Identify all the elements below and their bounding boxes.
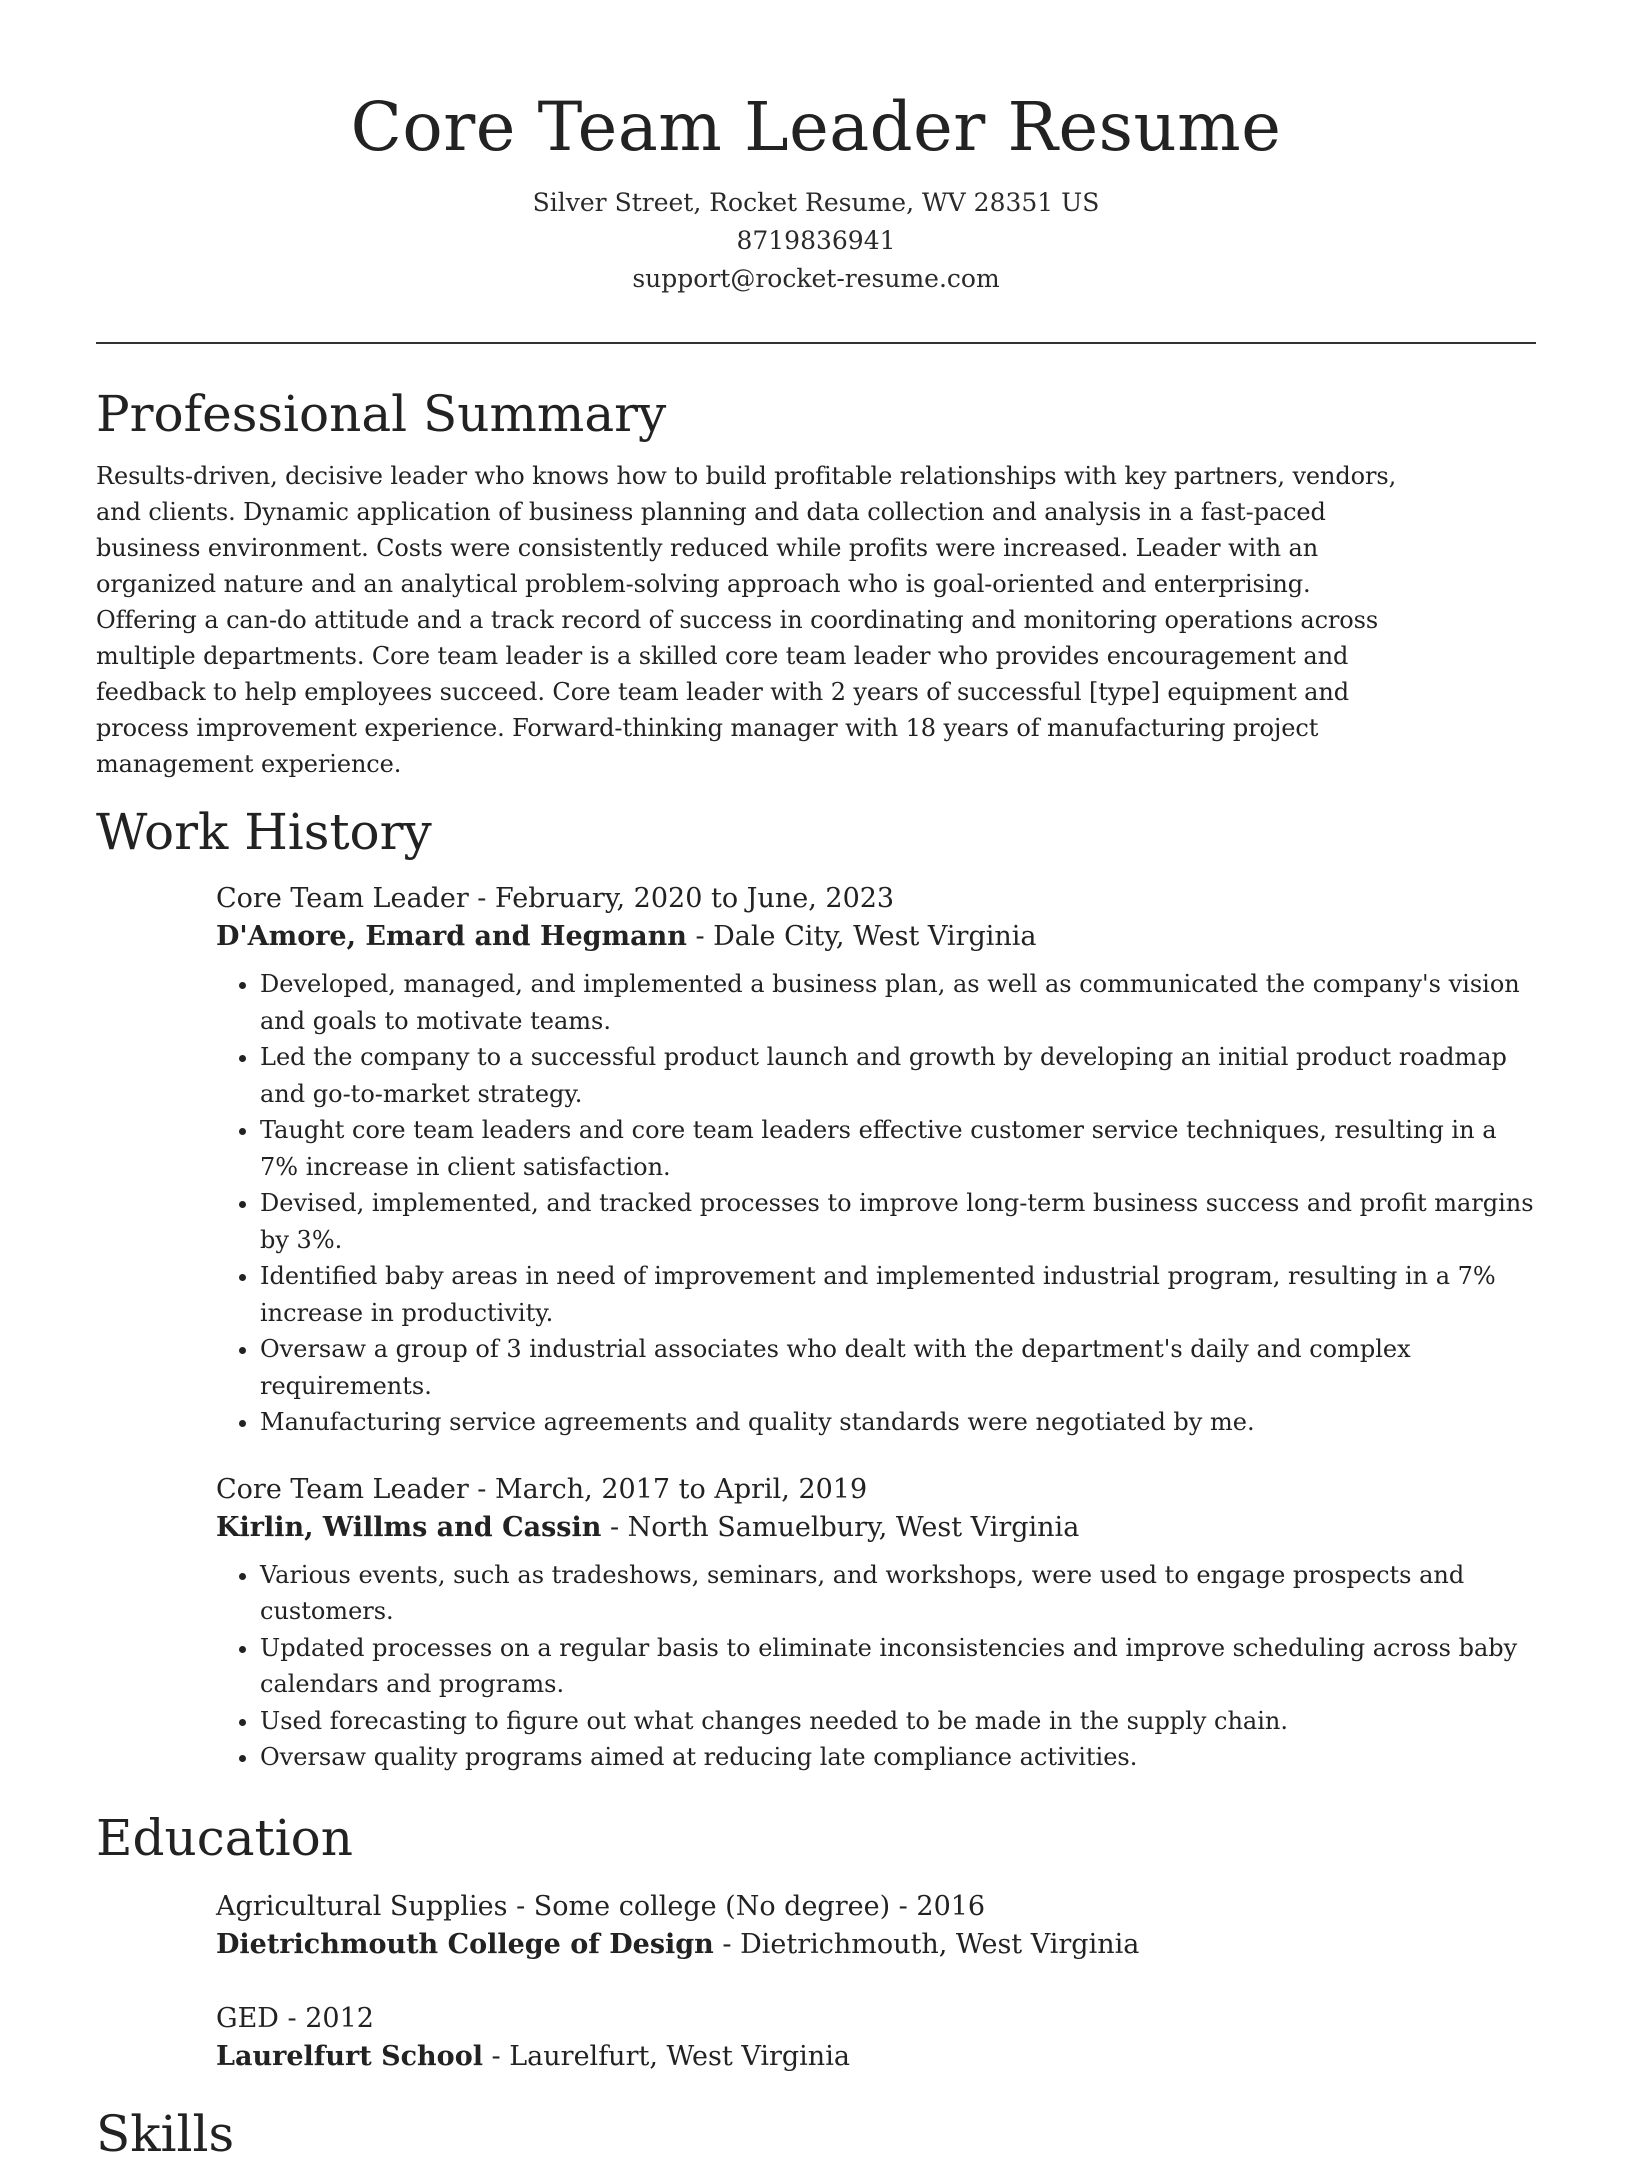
company-name: Kirlin, Willms and Cassin <box>216 1511 602 1543</box>
education-degree-line: GED - 2012 <box>216 2002 374 2034</box>
job-bullet: • Used forecasting to figure out what changes needed to be made in the supply chain. <box>260 1703 1536 1740</box>
education-school-line <box>216 1926 1536 1964</box>
job-bullet: • Updated processes on a regular basis to eliminate inconsistencies and improve scheduling across baby calendars and programs. <box>260 1630 1536 1703</box>
job-entry <box>216 1471 1536 1776</box>
company-location: - North Samuelbury, West Virginia <box>601 1511 1080 1543</box>
job-company-line <box>216 918 1536 956</box>
company-name: D'Amore, Emard and Hegmann <box>216 921 687 952</box>
school-name: Laurelfurt School <box>216 2040 483 2072</box>
school-location: - Laurelfurt, West Virginia <box>482 2040 850 2072</box>
summary-heading: Professional Summary <box>96 385 667 443</box>
resume-header <box>0 84 1632 298</box>
company-location: - Dale City, West Virginia <box>686 921 1037 952</box>
resume-body <box>96 378 1536 2170</box>
education-degree-line: Agricultural Supplies - Some college (No degree) - 2016 <box>216 1890 986 1922</box>
education-entry <box>216 1888 1536 1964</box>
job-bullet: • Various events, such as tradeshows, seminars, and workshops, were used to engage prospects and customers. <box>260 1557 1536 1630</box>
job-bullet: • Led the company to a successful product launch and growth by developing an initial product roadmap and go-to-market strategy. <box>260 1039 1536 1112</box>
job-bullets <box>216 1557 1536 1776</box>
job-entry <box>216 880 1536 1441</box>
job-bullet: • Oversaw a group of 3 industrial associates who dealt with the department's daily and complex requirements. <box>260 1331 1536 1404</box>
job-bullet: • Identified baby areas in need of improvement and implemented industrial program, resulting in a 7% increase in productivity. <box>260 1258 1536 1331</box>
job-bullet: • Oversaw quality programs aimed at reducing late compliance activities. <box>260 1739 1536 1776</box>
summary-text: Results-driven, decisive leader who knows how to build profitable relationships with key partners, vendors, and clients. Dynamic application of business planning and data collection and analysis in a fast-paced business environment. Costs were consistently reduced while profits were increased. Leader with an organized nature and an analytical problem-solving approach who is goal-oriented and enterprising. Offering a can-do attitude and a track record of success in coordinating and monitoring operations across multiple departments. Core team leader is a skilled core team leader who provides encouragement and feedback to help employees succeed. Core team leader with 2 years of successful [type] equipment and process improvement experience. Forward-thinking manager with 18 years of manufacturing project management experience. <box>96 462 1397 778</box>
job-bullet: • Developed, managed, and implemented a business plan, as well as communicated the company's vision and goals to motivate teams. <box>260 966 1536 1039</box>
job-company-line <box>216 1509 1536 1547</box>
work-history-section <box>96 796 1536 1776</box>
summary-section <box>96 378 1536 782</box>
job-bullet: • Taught core team leaders and core team leaders effective customer service techniques, resulting in a 7% increase in client satisfaction. <box>260 1112 1536 1185</box>
contact-email: support@rocket-resume.com <box>632 264 1000 293</box>
contact-phone: 8719836941 <box>736 226 896 255</box>
school-location: - Dietrichmouth, West Virginia <box>713 1928 1140 1960</box>
work-history-heading: Work History <box>96 803 432 861</box>
job-title-line: Core Team Leader - March, 2017 to April, 2019 <box>216 1473 868 1505</box>
contact-block <box>0 184 1632 298</box>
skills-heading: Skills <box>96 2104 235 2163</box>
contact-address: Silver Street, Rocket Resume, WV 28351 US <box>532 188 1100 217</box>
job-bullets <box>216 966 1536 1441</box>
job-title-line: Core Team Leader - February, 2020 to June, 2023 <box>216 883 895 914</box>
education-heading: Education <box>96 1808 353 1867</box>
education-entry <box>216 2000 1536 2076</box>
skills-section <box>96 2098 1536 2170</box>
education-school-line <box>216 2038 1536 2076</box>
resume-title: Core Team Leader Resume <box>350 88 1282 166</box>
job-bullet: • Manufacturing service agreements and quality standards were negotiated by me. <box>260 1404 1536 1441</box>
header-divider <box>96 342 1536 344</box>
education-section <box>96 1802 1536 2076</box>
job-bullet: • Devised, implemented, and tracked processes to improve long-term business success and profit margins by 3%. <box>260 1185 1536 1258</box>
school-name: Dietrichmouth College of Design <box>216 1928 714 1960</box>
